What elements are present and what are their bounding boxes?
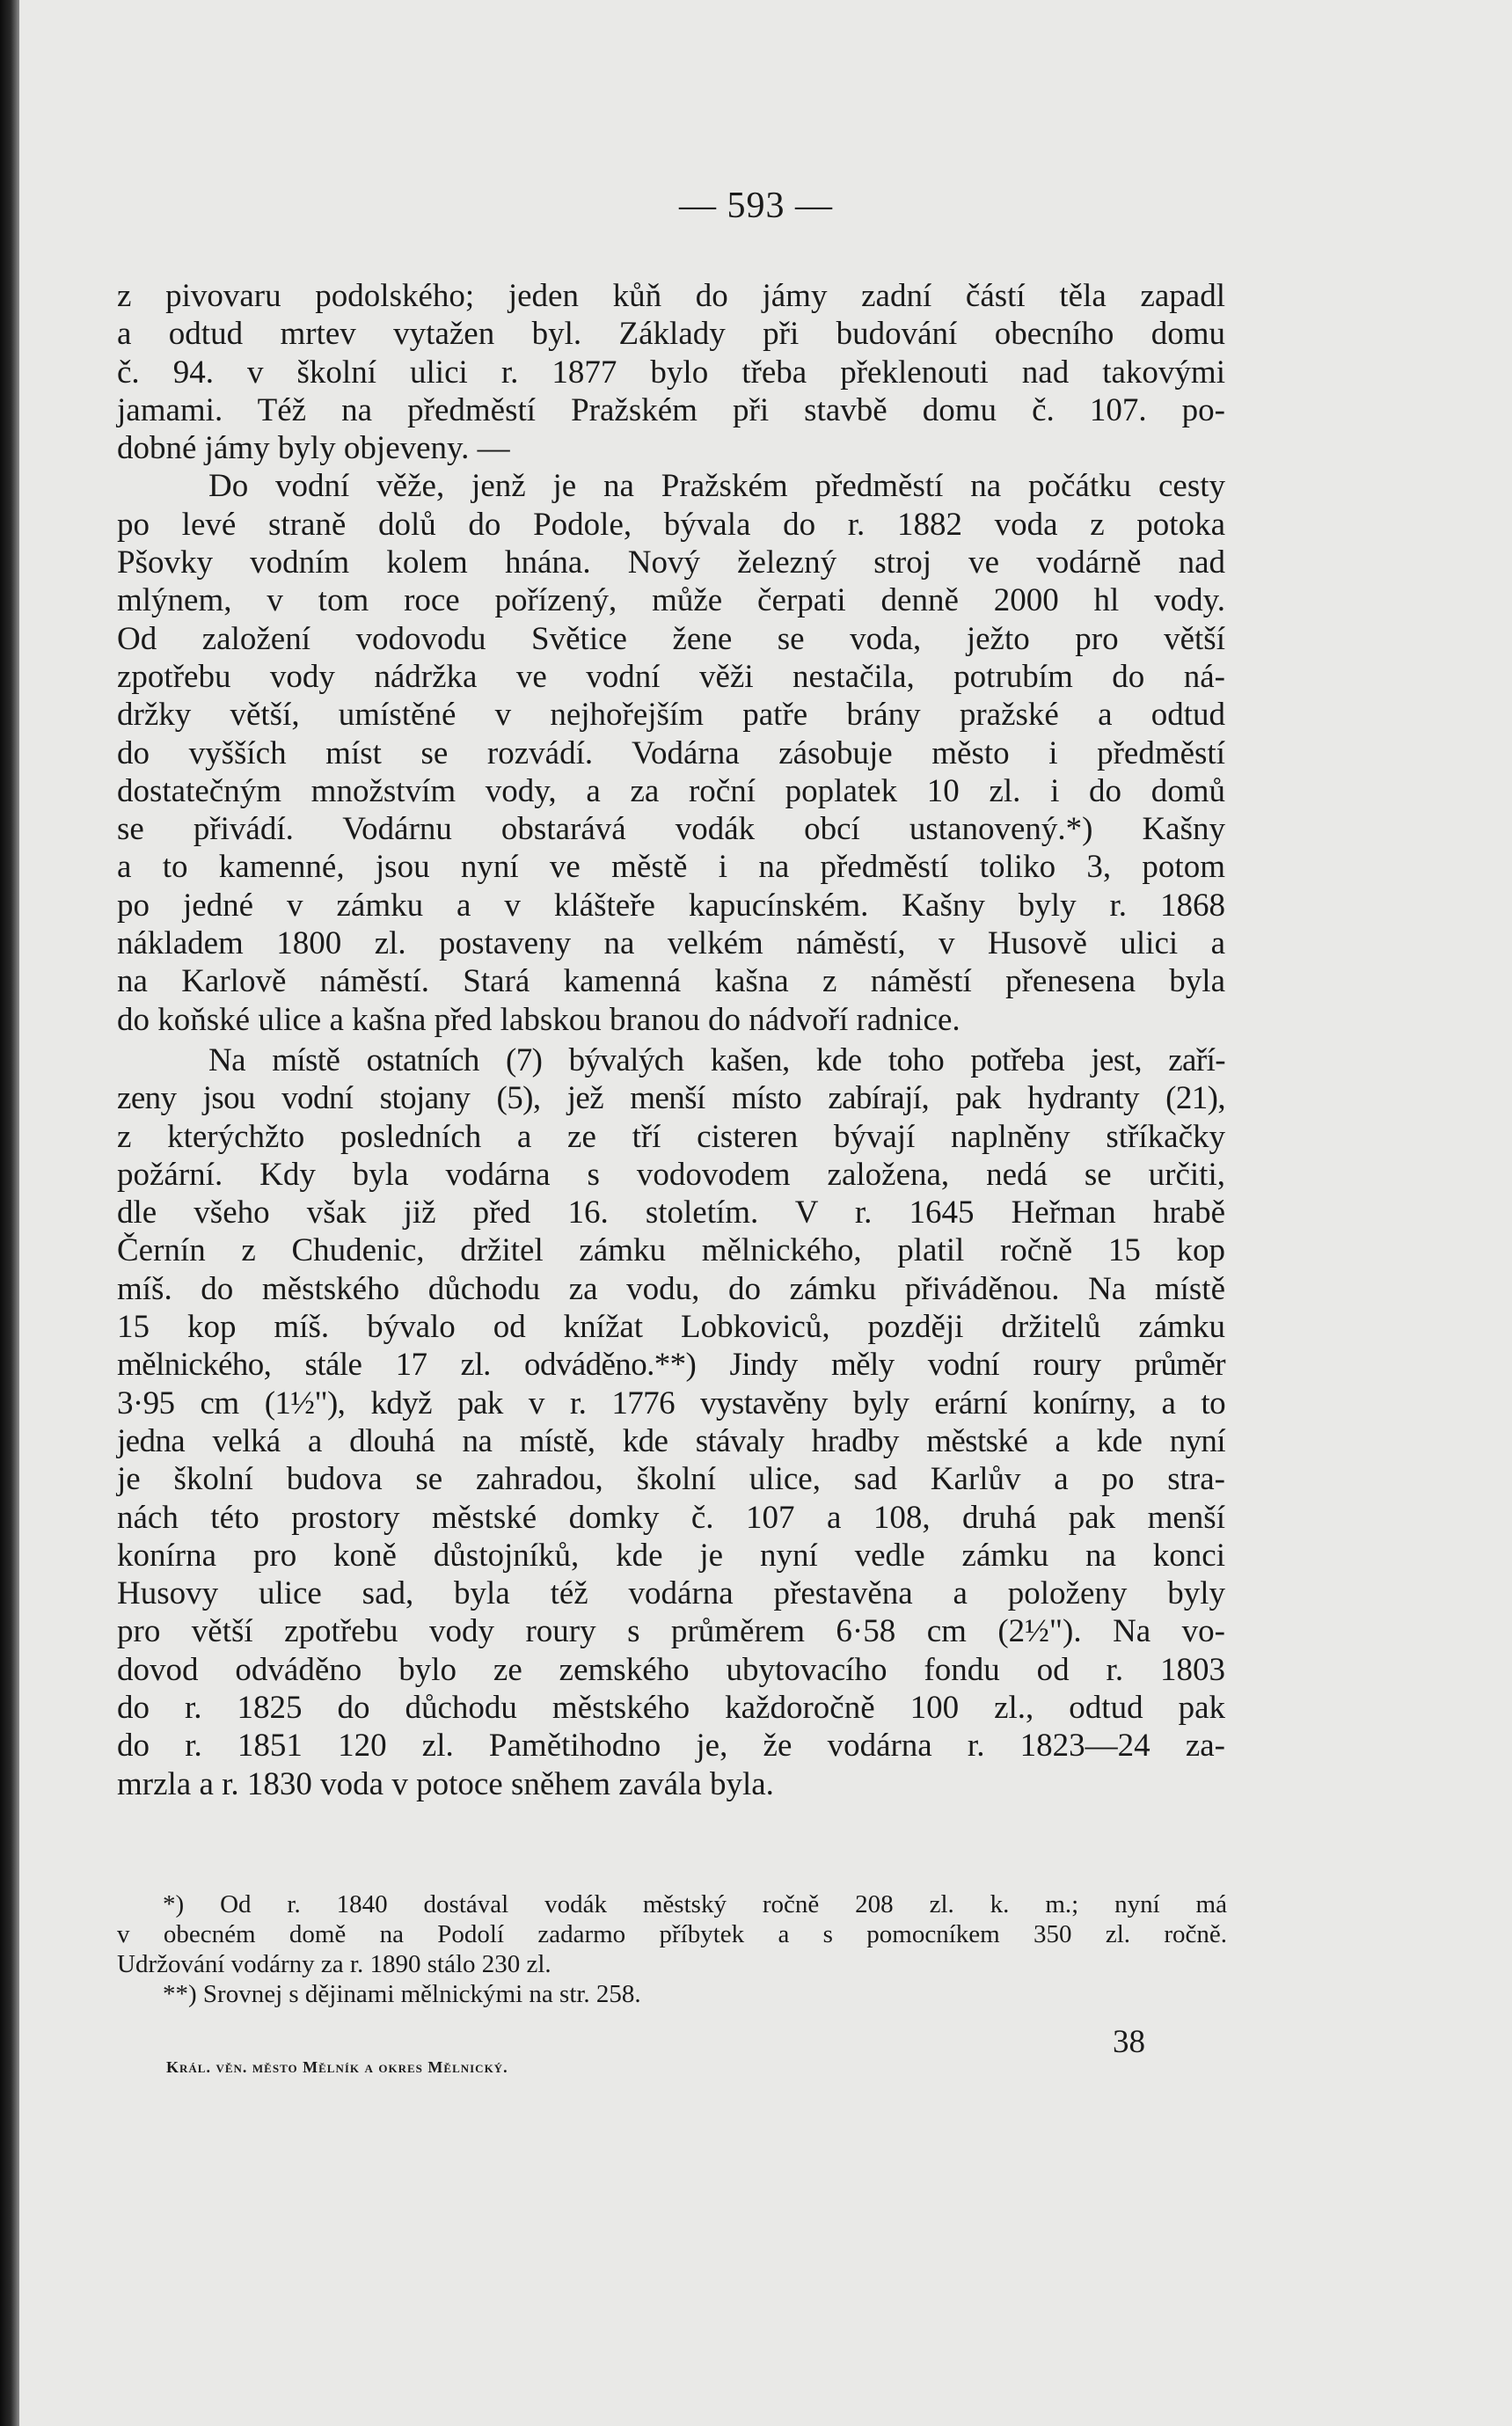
text-line: 15 kop míš. bývalo od knížat Lobkoviců, později držitelů zámku <box>117 1309 1225 1346</box>
text-line: z kterýchžto posledních a ze tří cisteren bývají naplněny stříkačky <box>117 1118 1225 1155</box>
text-line: dostatečným množstvím vody, a za roční poplatek 10 zl. i do domů <box>117 772 1225 809</box>
text-line: je školní budova se zahradou, školní ulice, sad Karlův a po stra- <box>117 1461 1225 1498</box>
text-line: Husovy ulice sad, byla též vodárna přestavěna a položeny byly <box>117 1575 1225 1612</box>
footnote-line: v obecném domě na Podolí zadarmo příbytek a s pomocníkem 350 zl. ročně. <box>117 1920 1227 1948</box>
printer-signature: Král. věn. město Mělník a okres Mělnický. <box>166 2058 508 2076</box>
text-line: se přivádí. Vodárnu obstarává vodák obcí ustanovený.*) Kašny <box>117 811 1225 848</box>
text-line: mělnického, stále 17 zl. odváděno.**) Jindy měly vodní roury průměr <box>117 1347 1225 1384</box>
text-line: požární. Kdy byla vodárna s vodovodem založena, nedá se určiti, <box>117 1156 1225 1193</box>
text-line: zpotřebu vody nádržka ve vodní věži nestačila, potrubím do ná- <box>117 658 1225 695</box>
text-line: do koňské ulice a kašna před labskou branou do nádvoří radnice. <box>117 1001 961 1038</box>
text-line: nách této prostory městské domky č. 107 a 108, druhá pak menší <box>117 1499 1225 1536</box>
footnotes <box>117 1889 1227 2009</box>
text-line: Od založení vodovodu Světice žene se voda, ježto pro větší <box>117 620 1225 657</box>
text-line: mlýnem, v tom roce pořízený, může čerpati denně 2000 hl vody. <box>117 582 1225 619</box>
text-line: mrzla a r. 1830 voda v potoce sněhem zavála byla. <box>117 1765 774 1802</box>
text-line: jamami. Též na předměstí Pražském při stavbě domu č. 107. po- <box>117 391 1225 428</box>
text-line: a odtud mrtev vytažen byl. Základy při budování obecního domu <box>117 316 1225 353</box>
text-line: na Karlově náměstí. Stará kamenná kašna z náměstí přenesena byla <box>117 963 1225 1000</box>
text-line: Černín z Chudenic, držitel zámku mělnického, platil ročně 15 kop <box>117 1232 1225 1269</box>
text-line: nákladem 1800 zl. postaveny na velkém náměstí, v Husově ulici a <box>117 925 1225 962</box>
page-number: — 593 — <box>679 186 833 226</box>
text-line: konírna pro koně důstojníků, kde je nyní vedle zámku na konci <box>117 1537 1225 1574</box>
text-line: jedna velká a dlouhá na místě, kde stávaly hradby městské a kde nyní <box>117 1422 1225 1459</box>
text-line: míš. do městského důchodu za vodu, do zámku přiváděnou. Na místě <box>117 1270 1225 1307</box>
text-line: z pivovaru podolského; jeden kůň do jámy zadní částí těla zapadl <box>117 278 1225 314</box>
text-line: do r. 1851 120 zl. Pamětihodno je, že vodárna r. 1823—24 za- <box>117 1728 1225 1765</box>
text-line: držky větší, umístěné v nejhořejším patře brány pražské a odtud <box>117 697 1225 734</box>
text-line: do vyšších míst se rozvádí. Vodárna zásobuje město i předměstí <box>117 734 1225 771</box>
footnote-line: Udržování vodárny za r. 1890 stálo 230 zl. <box>117 1950 551 1978</box>
text-line: do r. 1825 do důchodu městského každoročně 100 zl., odtud pak <box>117 1689 1225 1726</box>
text-line: dovod odváděno bylo ze zemského ubytovacího fondu od r. 1803 <box>117 1651 1225 1688</box>
footnote-line: **) Srovnej s dějinami mělnickými na str. 258. <box>163 1980 641 2008</box>
paragraph-start-line: Do vodní věže, jenž je na Pražském předměstí na počátku cesty <box>208 468 1225 505</box>
sheet-signature-number: 38 <box>1113 2024 1145 2060</box>
text-line: po jedné v zámku a v klášteře kapucínském. Kašny byly r. 1868 <box>117 887 1225 924</box>
text-line: a to kamenné, jsou nyní ve městě i na předměstí toliko 3, potom <box>117 849 1225 886</box>
text-line: dobné jámy byly objeveny. — <box>117 430 510 467</box>
text-line: pro větší zpotřebu vody roury s průměrem 6·58 cm (2½"). Na vo- <box>117 1613 1225 1650</box>
text-line: Pšovky vodním kolem hnána. Nový železný stroj ve vodárně nad <box>117 544 1225 581</box>
text-line: 3·95 cm (1½"), když pak v r. 1776 vystavěny byly erární konírny, a to <box>117 1385 1225 1421</box>
footnote-line: *) Od r. 1840 dostával vodák městský ročně 208 zl. k. m.; nyní má <box>163 1890 1227 1918</box>
text-line: zeny jsou vodní stojany (5), jež menší místo zabírají, pak hydranty (21), <box>117 1080 1225 1117</box>
scan-binding-edge <box>0 0 19 2426</box>
text-line: po levé straně dolů do Podole, bývala do r. 1882 voda z potoka <box>117 506 1225 543</box>
text-line: č. 94. v školní ulici r. 1877 bylo třeba překlenouti nad takovými <box>117 354 1225 391</box>
body-text <box>117 277 1225 1803</box>
paragraph-start-line: Na místě ostatních (7) bývalých kašen, kde toho potřeba jest, zaří- <box>208 1041 1225 1078</box>
text-line: dle všeho však již před 16. stoletím. V r. 1645 Heřman hrabě <box>117 1195 1225 1231</box>
